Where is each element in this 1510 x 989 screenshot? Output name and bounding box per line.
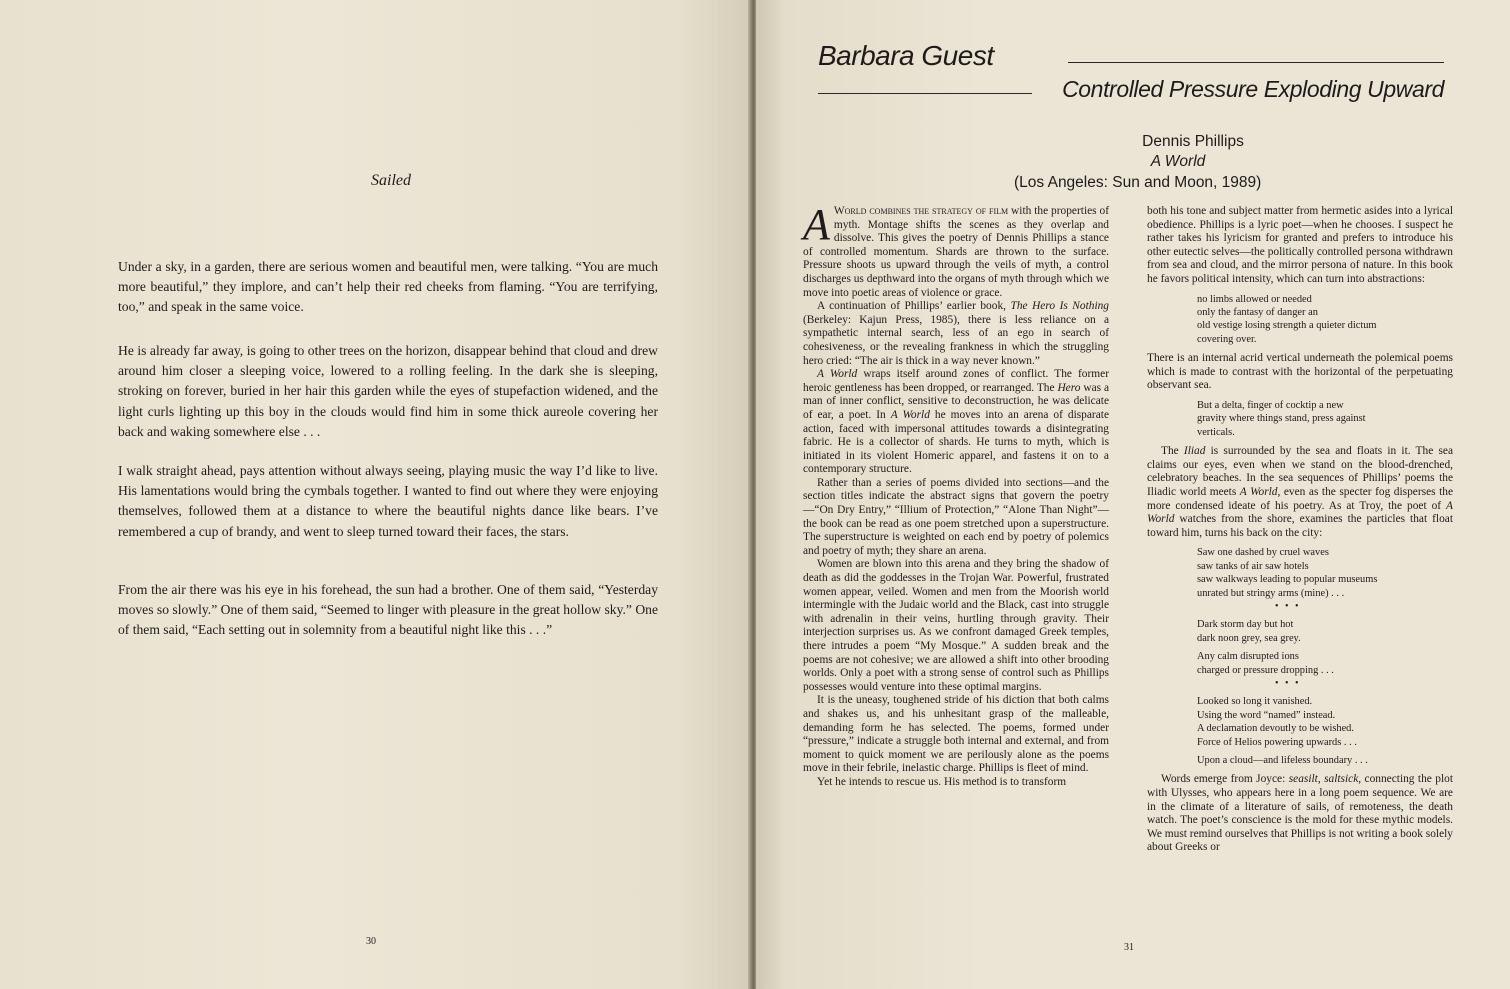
essay-author: Barbara Guest: [818, 40, 994, 71]
poem-line: covering over.: [1197, 333, 1257, 345]
reviewed-book: A World: [1150, 153, 1206, 170]
reviewed-publication: (Los Angeles: Sun and Moon, 1989): [1014, 174, 1262, 191]
poem-excerpt: [1197, 293, 1453, 347]
body-paragraph: There is an internal acrid vertical underneath the polemical poems which is made to contrast with the horizontal of the perpetuating observant sea.: [1147, 352, 1453, 392]
header-rule: [1068, 62, 1444, 63]
poem-excerpt: [1197, 399, 1453, 439]
poem-line: Upon a cloud—and lifeless boundary . . .: [1197, 755, 1368, 767]
body-paragraph: Rather than a series of poems divided into sections—and the section titles indicate the abstract signs that govern the poetry—“On Dry Entry,” “Illium of Protection,” “Alone Than Night”—the book can be read as one poem stretched upon a superstructure. The superstructure is weighted on each end by poetry of polemics and poetry of myth; they share an arena.: [803, 476, 1109, 557]
drop-cap: A: [803, 200, 830, 249]
poem-line: Looked so long it vanished.: [1197, 696, 1313, 708]
poem-line: charged or pressure dropping . . .: [1197, 664, 1334, 676]
page-number: 30: [366, 936, 376, 947]
essay-title: Controlled Pressure Exploding Upward: [1062, 76, 1444, 102]
poem-line: But a delta, finger of cocktip a new: [1197, 399, 1344, 411]
poem-line: Using the word “named” instead.: [1197, 709, 1336, 721]
poem-line: unrated but stringy arms (mine) . . .: [1197, 587, 1345, 599]
right-page: [756, 0, 1510, 989]
poem-line: dark noon grey, sea grey.: [1197, 632, 1301, 644]
body-paragraph: Yet he intends to rescue us. His method is to transform: [817, 775, 1067, 788]
poem-paragraph: I walk straight ahead, pays attention without always seeing, playing music the way I’d like to live. His lamentations would bring the cymbals together. I wanted to find out where they were enjoying themselves, followed them at a distance to where the beautiful nights dance like bears. I’ve remembered a cup of brandy, and went to sleep turned toward their faces, the stars.: [118, 463, 658, 539]
page-number: 31: [1124, 942, 1134, 953]
body-paragraph: The Iliad is surrounded by the sea and floats in it. The sea claims our eyes, even when we stand on the blood-drenched, celebratory beaches. In the sea sequences of Phillips’ poems the Iliadic world meets A World, even as the specter fog disperses the more condensed ideate of his poetry. As at Troy, the poet of A World watches from the shore, examines the particles that float toward him, turns his back on the city:: [1147, 445, 1454, 539]
poem-line: gravity where things stand, press against: [1197, 413, 1366, 425]
poem-line: Dark storm day but hot: [1197, 619, 1294, 631]
poem-paragraph: Under a sky, in a garden, there are serious women and beautiful men, were talking. “You are much more beautiful,” they implore, and can’t help their red cheeks from flaming. “You are terrifying, too,” and speak in the same voice.: [118, 259, 658, 315]
header-rule: [818, 93, 1032, 94]
poem-line: saw tanks of air saw hotels: [1197, 560, 1309, 572]
left-page: [0, 0, 752, 989]
poem-line: old vestige losing strength a quieter dictum: [1197, 320, 1377, 332]
body-paragraph: A continuation of Phillips’ earlier book, The Hero Is Nothing (Berkeley: Kajun Press, 1985), there is less reliance on a sympathetic internal search, less of an ego in search of cohesiveness, or the revealing frankness in which the struggling hero cried: “The air is thick in a way never known.”: [803, 300, 1109, 367]
poem-line: Force of Helios powering upwards . . .: [1197, 736, 1357, 748]
poem-line: Saw one dashed by cruel waves: [1197, 547, 1329, 559]
reviewed-author: Dennis Phillips: [1142, 133, 1244, 150]
poem-title: Sailed: [371, 172, 411, 189]
poem-line: only the fantasy of danger an: [1197, 306, 1318, 318]
text-column-right: [1147, 205, 1453, 855]
poem-line: no limbs allowed or needed: [1197, 293, 1312, 305]
poem-paragraph: He is already far away, is going to other trees on the horizon, disappear behind that cloud and drew around him closer a sleeping voice, lowered to a rolling feeling. In the dark she is sleeping, stroking on forever, buried in her hair this garden while the eyes of stupefaction widened, and the light curls lighting up this boy in the clouds would find him in some thick aureole covering her back and waking somewhere else . . .: [118, 343, 658, 439]
body-paragraph: A World wraps itself around zones of conflict. The former heroic gentleness has been dropped, or rearranged. The Hero was a man of inner conflict, sensitive to deconstruction, he was delicate of ear, a poet. In A World he moves into an arena of disparate action, faced with impersonal attitudes towards a disintegrating fabric. He is a collector of shards. He turns to myth, which is initiated in its violent Homeric apparel, and fastens it on to a contemporary structure.: [803, 368, 1110, 476]
body-paragraph: both his tone and subject matter from hermetic asides into a lyrical obedience. Phillips is a lyric poet—when he chooses. I suspect he rather takes his lyricism for granted and prefers to introduce his other eutectic selves—the politically controlled persona withdrawn from sea and cloud, and the mirror persona of nature. In this book he favors political intensity, which can turn into abstractions:: [1147, 205, 1453, 285]
body-paragraph: It is the uneasy, toughened stride of his diction that both calms and shakes us, and his unhesitant grasp of the malleable, demanding form he has selected. The poems, formed under “pressure,” indicate a struggle both internal and external, and from moment to quick moment we are perilously alone as the poems move in their febrile, inelastic charge. Phillips is fleet of mind.: [803, 694, 1109, 775]
body-paragraph: A World combines the strategy of film with the properties of myth. Montage shifts the scenes as they overlap and dissolve. This gives the poetry of Dennis Phillips a stance of controlled momentum. Shards are thrown to the surface. Pressure shoots us upward through the veils of myth, a control discharges us depthward into the organs of myth through which we move into poetic areas of violence or grace.: [803, 200, 1110, 299]
section-divider: • • •: [1275, 678, 1301, 689]
section-divider: • • •: [1275, 600, 1301, 612]
poem-line: saw walkways leading to popular museums: [1197, 574, 1378, 586]
poem-paragraph: From the air there was his eye in his forehead, the sun had a brother. One of them said, “Yesterday moves so slowly.” One of them said, “Seemed to linger with pleasure in the great hollow sky.” One of them said, “Each setting out in solemnity from a beautiful night like this . . .”: [118, 582, 658, 638]
poem-line: A declamation devoutly to be wished.: [1197, 723, 1354, 735]
text-column-left: [803, 200, 1110, 790]
poem-line: verticals.: [1197, 426, 1235, 438]
body-paragraph: Words emerge from Joyce: seasilt, saltsick, connecting the plot with Ulysses, who appears here in a long poem sequence. We are in the climate of a literature of sails, of remoteness, the death watch. The poet’s conscience is the mold for these mythic models. We must remind ourselves that Phillips is not writing a book solely about Greeks or: [1147, 773, 1453, 854]
poem-excerpt: [1197, 546, 1453, 767]
body-paragraph: Women are blown into this arena and they bring the shadow of death as did the goddesses in the Trojan War. Powerful, frustrated women appear, veiled. Women and men from the Moorish world intermingle with the Judaic world and the Black, cast into struggle with adrenalin in their veins, hurtling through gravity. Their interjection surprises us. As we confront damaged Greek temples, there intrudes a poem “My Mosque.” A sudden break and the poems are not cohesive; we are allowed a shift into other brooding worlds. Only a poet with a strong sense of control such as Phillips possesses would venture into these optimal margins.: [803, 558, 1109, 693]
poem-line: Any calm disrupted ions: [1197, 651, 1299, 663]
